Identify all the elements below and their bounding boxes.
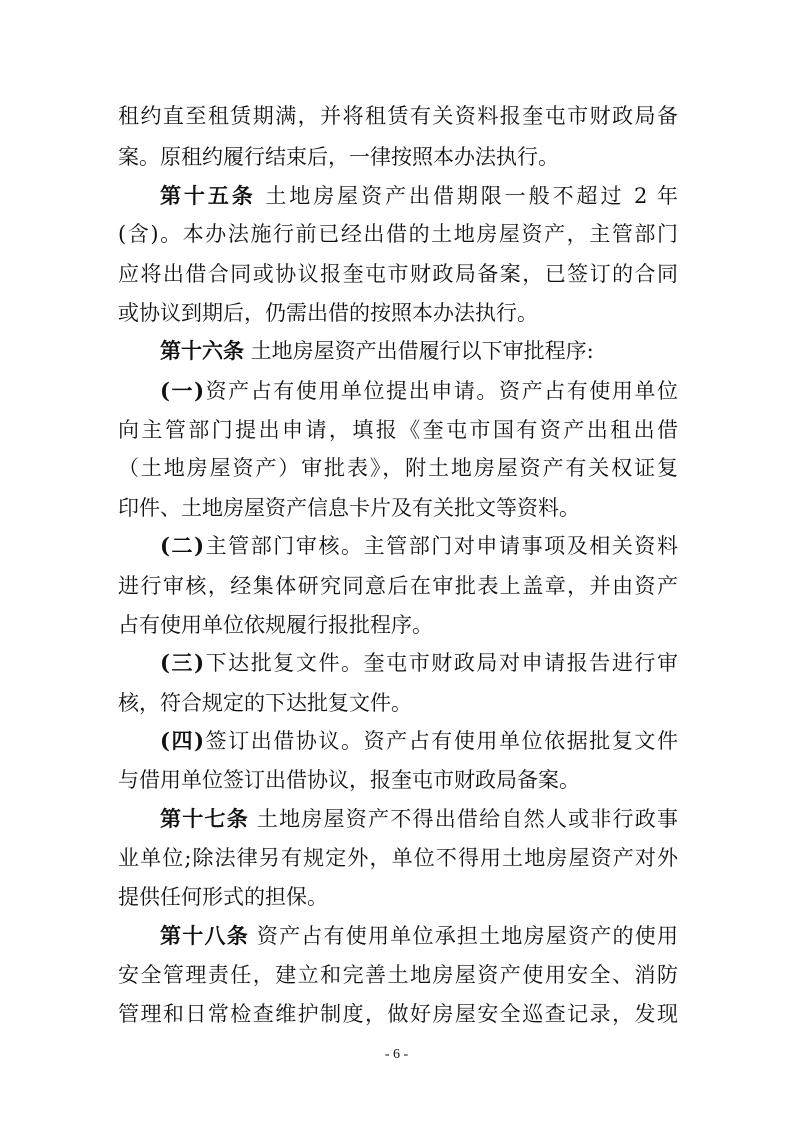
- item-text: 主管部门审核。主管部门对申请事项及相关资料: [204, 534, 678, 558]
- item-text: 签订出借协议。资产占有使用单位依据批复文件: [204, 729, 678, 753]
- body-line: 租约直至租赁期满，并将租赁有关资料报奎屯市财政局备: [118, 104, 678, 128]
- item-number: (四): [160, 728, 205, 753]
- article-text: 土地房屋资产不得出借给自然人或非行政事: [248, 807, 678, 831]
- body-line: 或协议到期后，仍需出借的按照本办法执行。: [118, 301, 538, 325]
- body-line: 安全管理责任，建立和完善土地房屋资产使用安全、消防: [118, 963, 678, 987]
- body-line: 业单位;除法律另有规定外，单位不得用土地房屋资产对外: [118, 846, 678, 870]
- article-heading: 第十八条: [160, 923, 249, 948]
- article-15-line: [160, 178, 678, 214]
- article-17-line: [160, 801, 678, 837]
- body-line: （土地房屋资产）审批表》，附土地房屋资产有关权证复: [118, 456, 678, 480]
- body-line: 进行审核，经集体研究同意后在审批表上盖章，并由资产: [118, 574, 678, 598]
- body-line: (含)。本办法施行前已经出借的土地房屋资产，主管部门: [118, 222, 678, 246]
- article-text: 土地房屋资产出借履行以下审批程序:: [244, 339, 594, 363]
- item-number: (三): [160, 650, 205, 675]
- body-line: 核，符合规定的下达批复文件。: [118, 691, 412, 715]
- article-text: 土地房屋资产出借期限一般不超过 2 年: [255, 184, 678, 208]
- body-line: 管理和日常检查维护制度，做好房屋安全巡查记录，发现: [118, 1002, 678, 1026]
- body-line: 应将出借合同或协议报奎屯市财政局备案，已签订的合同: [118, 262, 678, 286]
- item-1-line: [160, 373, 678, 409]
- article-16-line: [160, 333, 678, 369]
- article-18-line: [160, 918, 678, 954]
- item-text: 资产占有使用单位提出申请。资产占有使用单位: [204, 379, 678, 403]
- item-4-line: [160, 723, 678, 759]
- item-text: 下达批复文件。奎屯市财政局对申请报告进行审: [204, 651, 678, 675]
- page-number: - 6 -: [384, 1047, 409, 1062]
- body-line: 案。原租约履行结束后，一律按照本办法执行。: [118, 145, 559, 169]
- body-line: 印件、土地房屋资产信息卡片及有关批文等资料。: [118, 496, 580, 520]
- body-line: 与借用单位签订出借协议，报奎屯市财政局备案。: [118, 768, 580, 792]
- article-heading: 第十五条: [160, 183, 256, 208]
- body-line: 向主管部门提出申请，填报《奎屯市国有资产出租出借: [118, 418, 678, 442]
- body-line: 提供任何形式的担保。: [118, 885, 328, 909]
- article-text: 资产占有使用单位承担土地房屋资产的使用: [248, 924, 678, 948]
- item-3-line: [160, 645, 678, 681]
- item-number: (一): [160, 378, 205, 403]
- body-line: 占有使用单位依规履行报批程序。: [118, 613, 433, 637]
- article-heading: 第十六条: [160, 338, 244, 363]
- item-2-line: [160, 528, 678, 564]
- article-heading: 第十七条: [160, 806, 249, 831]
- item-number: (二): [160, 533, 205, 558]
